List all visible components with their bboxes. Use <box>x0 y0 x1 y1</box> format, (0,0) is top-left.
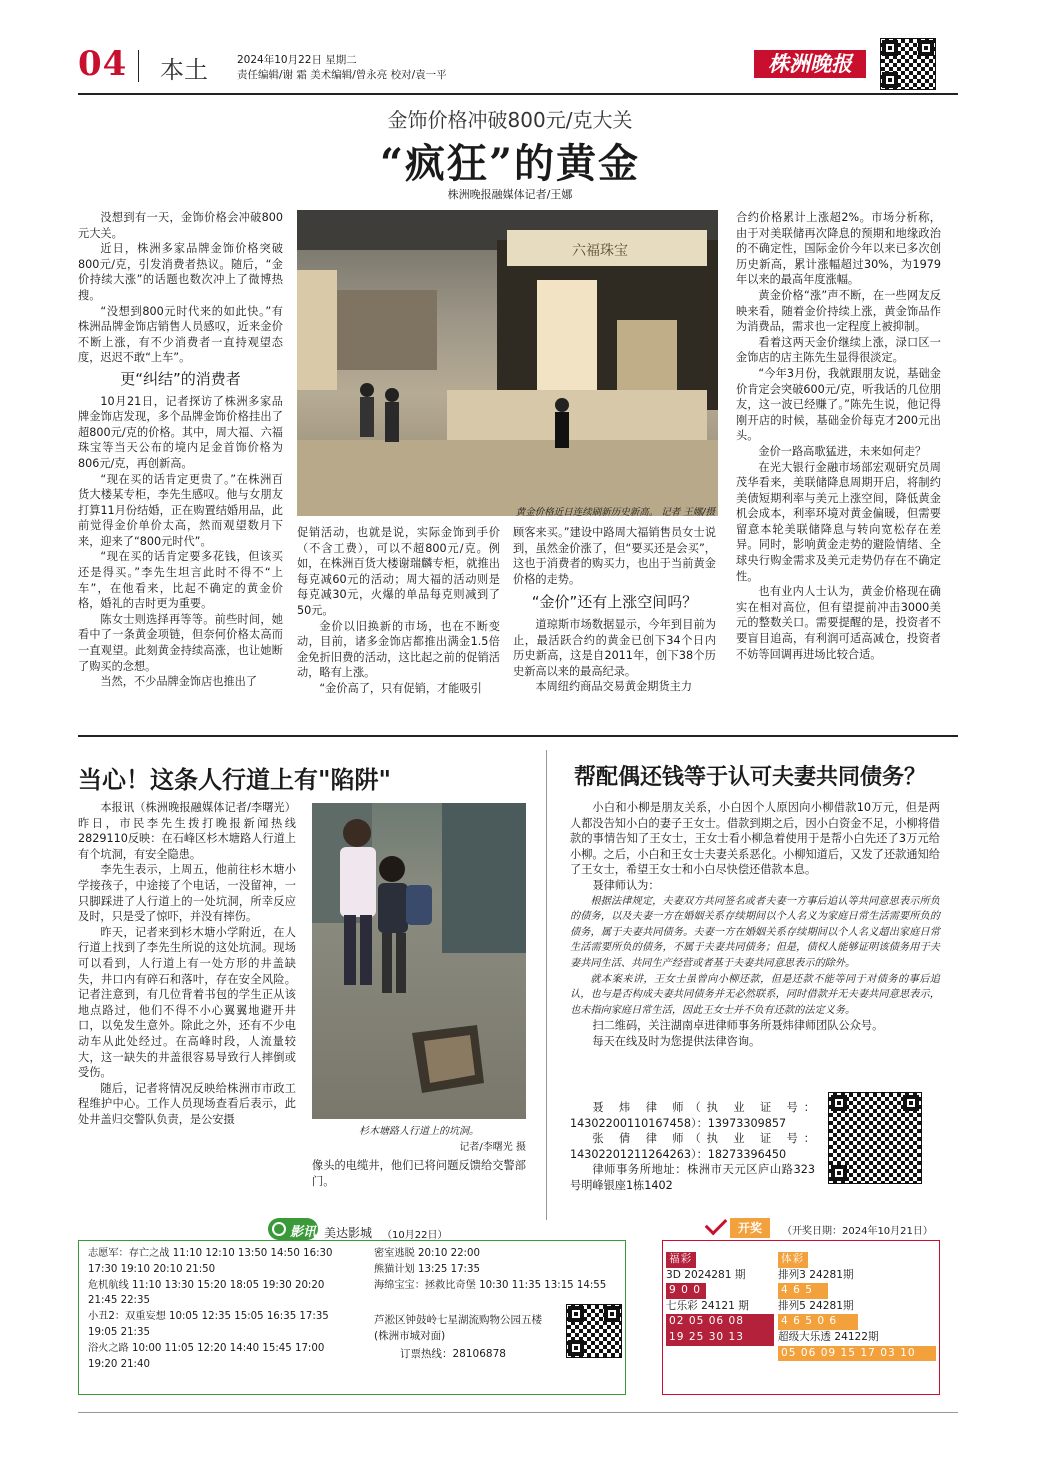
cinema-phone: 订票热线：28106878 <box>400 1348 506 1360</box>
sidewalk-photo <box>312 803 526 1119</box>
lottery-title: 开奖 <box>730 1218 770 1238</box>
issue-date: 2024年10月22日 星期二 <box>237 54 357 66</box>
pailie5-numbers: 4 6 5 0 6 <box>778 1314 858 1330</box>
header-qr-code <box>880 38 936 90</box>
lottery-date: （开奖日期：2024年10月21日） <box>782 1226 933 1237</box>
lawyer-contacts: 聂 炜 律 师（执 业 证 号：14302200110167458）：13973309857 张 倩 律 师（执 业 证 号：14302201211264263）：18273396450 律师事务所地址：株洲市天元区庐山路323号明峰银座1栋1402 <box>570 1101 815 1192</box>
left-article-title: 当心！这条人行道上有"陷阱" <box>78 765 392 794</box>
check-icon <box>705 1213 728 1236</box>
section-name: 本土 <box>160 56 208 84</box>
cinema-qr-code <box>566 1304 622 1358</box>
cinema-logo-text: 影讯 <box>290 1225 317 1240</box>
cinema-address: 芦淞区钟鼓岭七星湖流购物公园五楼(株洲市城对面) <box>374 1314 542 1342</box>
article-column-2: 促销活动，也就是说，实际金饰到手价（不含工费），可以不超800元/克。例如，在株洲百货大楼谢瑞麟专柜，就推出每克减60元的活动；周大福的活动则是每克减30元，火爆的单品每克则减到了50元。 金价以旧换新的市场，也在不断变动，目前，诸多金饰店都推出满金1.5倍金免折旧费的活动，这比起之前的促销活动，略有上涨。 “金价高了，只有促销，才能吸引 <box>297 526 500 695</box>
editor-credits: 责任编辑/谢 霜 美术编辑/曾永亮 校对/袁一平 <box>237 69 447 81</box>
welfare-label: 福彩 <box>666 1252 696 1268</box>
article-byline: 株洲晚报融媒体记者/王娜 <box>447 188 573 201</box>
sidewalk-caption-2: 记者/李曙光 摄 <box>459 1142 526 1153</box>
jewelry-store-photo <box>297 210 718 516</box>
left-article-body: 本报讯（株洲晚报融媒体记者/李曙光） 昨日，市民李先生拨打晚报新闻热线2829110反映：在石峰区杉木塘路人行道上有个坑洞，有安全隐患。 李先生表示，上周五，他前往杉木塘小学接孩子，中途接了个电话，一没留神，一只脚踩进了人行道上的一处坑洞，所幸反应及时，只是受了惊吓，并没有摔伤。 昨天，记者来到杉木塘小学附近，在人行道上找到了李先生所说的这处坑洞。现场可以看到，人行道上有一处方形的井盖缺失，井口内有碎石和落叶，存在安全风险。记者注意到，有几位背着书包的学生正从该地点路过，他们不得不小心翼翼地避开井口，以免发生意外。除此之外，还有不少电动车从此处经过。在高峰时段，人流量较大，这一缺失的井盖很容易导致行人摔倒或受伤。 随后，记者将情况反映给株洲市市政工程维护中心。工作人员现场查看后表示，此处井盖归交警队负责，是公安摄 <box>78 801 296 1126</box>
article-title: “疯狂”的黄金 <box>379 140 640 187</box>
page-number: 04 <box>78 44 128 84</box>
subheading-gold-outlook: “金价”还有上涨空间吗？ <box>531 593 698 612</box>
film-reel-icon <box>272 1222 286 1236</box>
subheading-consumers: 更“纠结”的消费者 <box>120 369 241 388</box>
right-article-title: 帮配偶还钱等于认可夫妻共同债务？ <box>574 764 927 790</box>
article-column-3: 顾客来买。”建设中路周大福销售员女士说到，虽然金价涨了，但“要买还是会买”，这也于消费者的购买力，也出于当前黄金价格的走势。 “金价”还有上涨空间吗？ 道琼斯市场数据显示，今年到目前为止，最活跃合约的黄金已创下34个日内历史新高，这是自2011年，创下38个历史新高以来的最高纪录。 本周纽约商品交易黄金期货主力 <box>513 526 716 694</box>
article-kicker: 金饰价格冲破800元/克大关 <box>387 108 633 132</box>
sports-label: 体彩 <box>778 1252 808 1268</box>
welfare-lottery: 福彩 3D 2024281 期 9 0 0 七乐彩 24121 期 02 05 06 08 19 25 30 13 <box>666 1252 786 1346</box>
article-column-1: 没想到有一天，金饰价格会冲破800元大关。 近日，株洲多家品牌金饰价格突破800元/克，引发消费者热议。随后，“金价持续大涨”的话题也数次冲上了微博热搜。 “没想到800元时代来的如此快。”有株洲品牌金饰店销售人员感叹，近来金价不断上涨，有不少消费者一直持观望态度，迟迟不敢“上车”。 更“纠结”的消费者 10月21日，记者探访了株洲多家品牌金饰店发现，多个品牌金饰价格挂出了超800元/克的价格。其中，周大福、六福珠宝等当天公布的境内足金首饰价格为806元/克，再创新高。 “现在买的话肯定更贵了。”在株洲百货大楼某专柜，李先生感叹。他与女朋友打算11月份结婚，正在购置结婚用品，此前觉得金价单价太高，然而观望数月下来，迎来了“800元时代”。 “现在买的话肯定要多花钱，但该买还是得买。”李先生坦言此时不得不“上车”，在他看来，比起不确定的黄金价格，婚礼的吉时更为重要。 陈女士则选择再等等。前些时间，她看中了一条黄金项链，但奈何价格太高而一直观望。此刻黄金持续高涨，也让她断了购买的念想。 当然，不少品牌金饰店也推出了 <box>78 211 283 689</box>
cinema-schedule-left: 志愿军：存亡之战 11:10 12:10 13:50 14:50 16:30 17:30 19:10 20:10 21:50 危机航线 11:10 13:30 15:20 18:05 19:30 20:20 21:45 22:35 小丑2：双重妄想 10:05 12:35 15:05 16:35 17:35 19:05 21:35 浴火之路 10:00 11:05 12:20 14:40 15:45 17:00 19:20 21:40 <box>88 1248 333 1370</box>
qilecai-numbers-2: 19 25 30 13 <box>666 1330 774 1346</box>
article-column-4: 合约价格累计上涨超2%。市场分析称，由于对美联储再次降息的预期和地缘政治的不确定性，国际金价今年以来已多次创历史新高，累计涨幅超过30%，为1979年以来的最高年度涨幅。 黄金价格“涨”声不断，在一些网友反映来看，随着金价持续上涨，黄金饰品作为消费品，需求也一定程度上被抑制。 看着这两天金价继续上涨，渌口区一金饰店的店主陈先生显得很淡定。 “今年3月份，我就跟朋友说，基础金价肯定会突破600元/克，听我话的几位朋友，这一波已经赚了。”陈先生说，他记得刚开店的时候，基础金价每克才200元出头。 金价一路高歌猛进，未来如何走？ 在光大银行金融市场部宏观研究员周茂华看来，美联储降息周期开启，将制约美债短期利率与美元上涨空间，降低黄金机会成本，利率环境对黄金偏暖，但需要留意本轮美联储降息与转向宽松存在差异。同时，影响黄金走势的避险情绪、全球央行购金需求及美元走势仍存在不确定性。 也有业内人士认为，黄金价格现在确实在相对高位，但有望提前冲击3000美元的整数关口。需要提醒的是，投资者不要盲目追高，有利润可适高减仓，投资者不妨等回调再进场比较合适。 <box>736 211 941 661</box>
svg-text:六福珠宝: 六福珠宝 <box>572 243 628 259</box>
photo-caption: 黄金价格近日连续刷新历史新高。 记者 王娜/摄 <box>515 507 715 518</box>
newspaper-logo: 株洲晚报 <box>754 50 866 78</box>
cinema-schedule-right: 密室逃脱 20:10 22:00 熊猫计划 13:25 17:35 海绵宝宝：拯救比奇堡 10:30 11:35 13:15 14:55 <box>374 1248 607 1291</box>
lawyer-qr-code <box>828 1092 922 1184</box>
cinema-name: 美达影城 <box>324 1226 373 1240</box>
qilecai-numbers-1: 02 05 06 08 <box>666 1314 774 1330</box>
right-article-body: 小白和小柳是朋友关系，小白因个人原因向小柳借款10万元，但是两人都没告知小白的妻子王女士。借款到期之后，因小白资金不足，小柳将借款的事情告知了王女士，王女士看小柳急着使用于是帮小白先还了3万元给小柳。之后，小白和王女士夫妻关系恶化。小柳知道后，又发了还款通知给了王女士，希望王女士和小白尽快偿还借款本息。 聂律师认为： 根据法律规定，夫妻双方共同签名或者夫妻一方事后追认等共同意思表示所负的债务，以及夫妻一方在婚姻关系存续期间以个人名义为家庭日常生活需要所负的债务，属于夫妻共同债务。夫妻一方在婚姻关系存续期间以个人名义超出家庭日常生活需要所负的债务，不属于夫妻共同债务；但是，债权人能够证明该债务用于夫妻共同生活、共同生产经营或者基于夫妻共同意思表示的除外。 就本案来讲，王女士虽曾向小柳还款，但是还款不能等同于对债务的事后追认，也与是否构成夫妻共同债务并无必然联系，同时借款并无夫妻共同意思表示，也未指向家庭日常生活，因此王女士并不负有还款的法定义务。 扫二维码，关注湖南卓进律师事务所聂炜律师团队公众号。 每天在线及时为您提供法律咨询。 <box>570 801 940 1048</box>
daletou-numbers: 05 06 09 15 17 03 10 <box>778 1346 936 1362</box>
cinema-date: （10月22日） <box>382 1230 448 1241</box>
3d-numbers: 9 0 0 <box>666 1283 706 1299</box>
left-article-continued: 像头的电缆井，他们已将问题反馈给交警部门。 <box>312 1159 526 1188</box>
sidewalk-caption-1: 杉木塘路人行道上的坑洞。 <box>359 1126 479 1137</box>
sports-lottery: 体彩 排列3 24281期 4 6 5 排列5 24281期 4 6 5 0 6 超级大乐透 24122期 05 06 09 15 17 03 10 <box>778 1252 938 1361</box>
pailie3-numbers: 4 6 5 <box>778 1283 828 1299</box>
